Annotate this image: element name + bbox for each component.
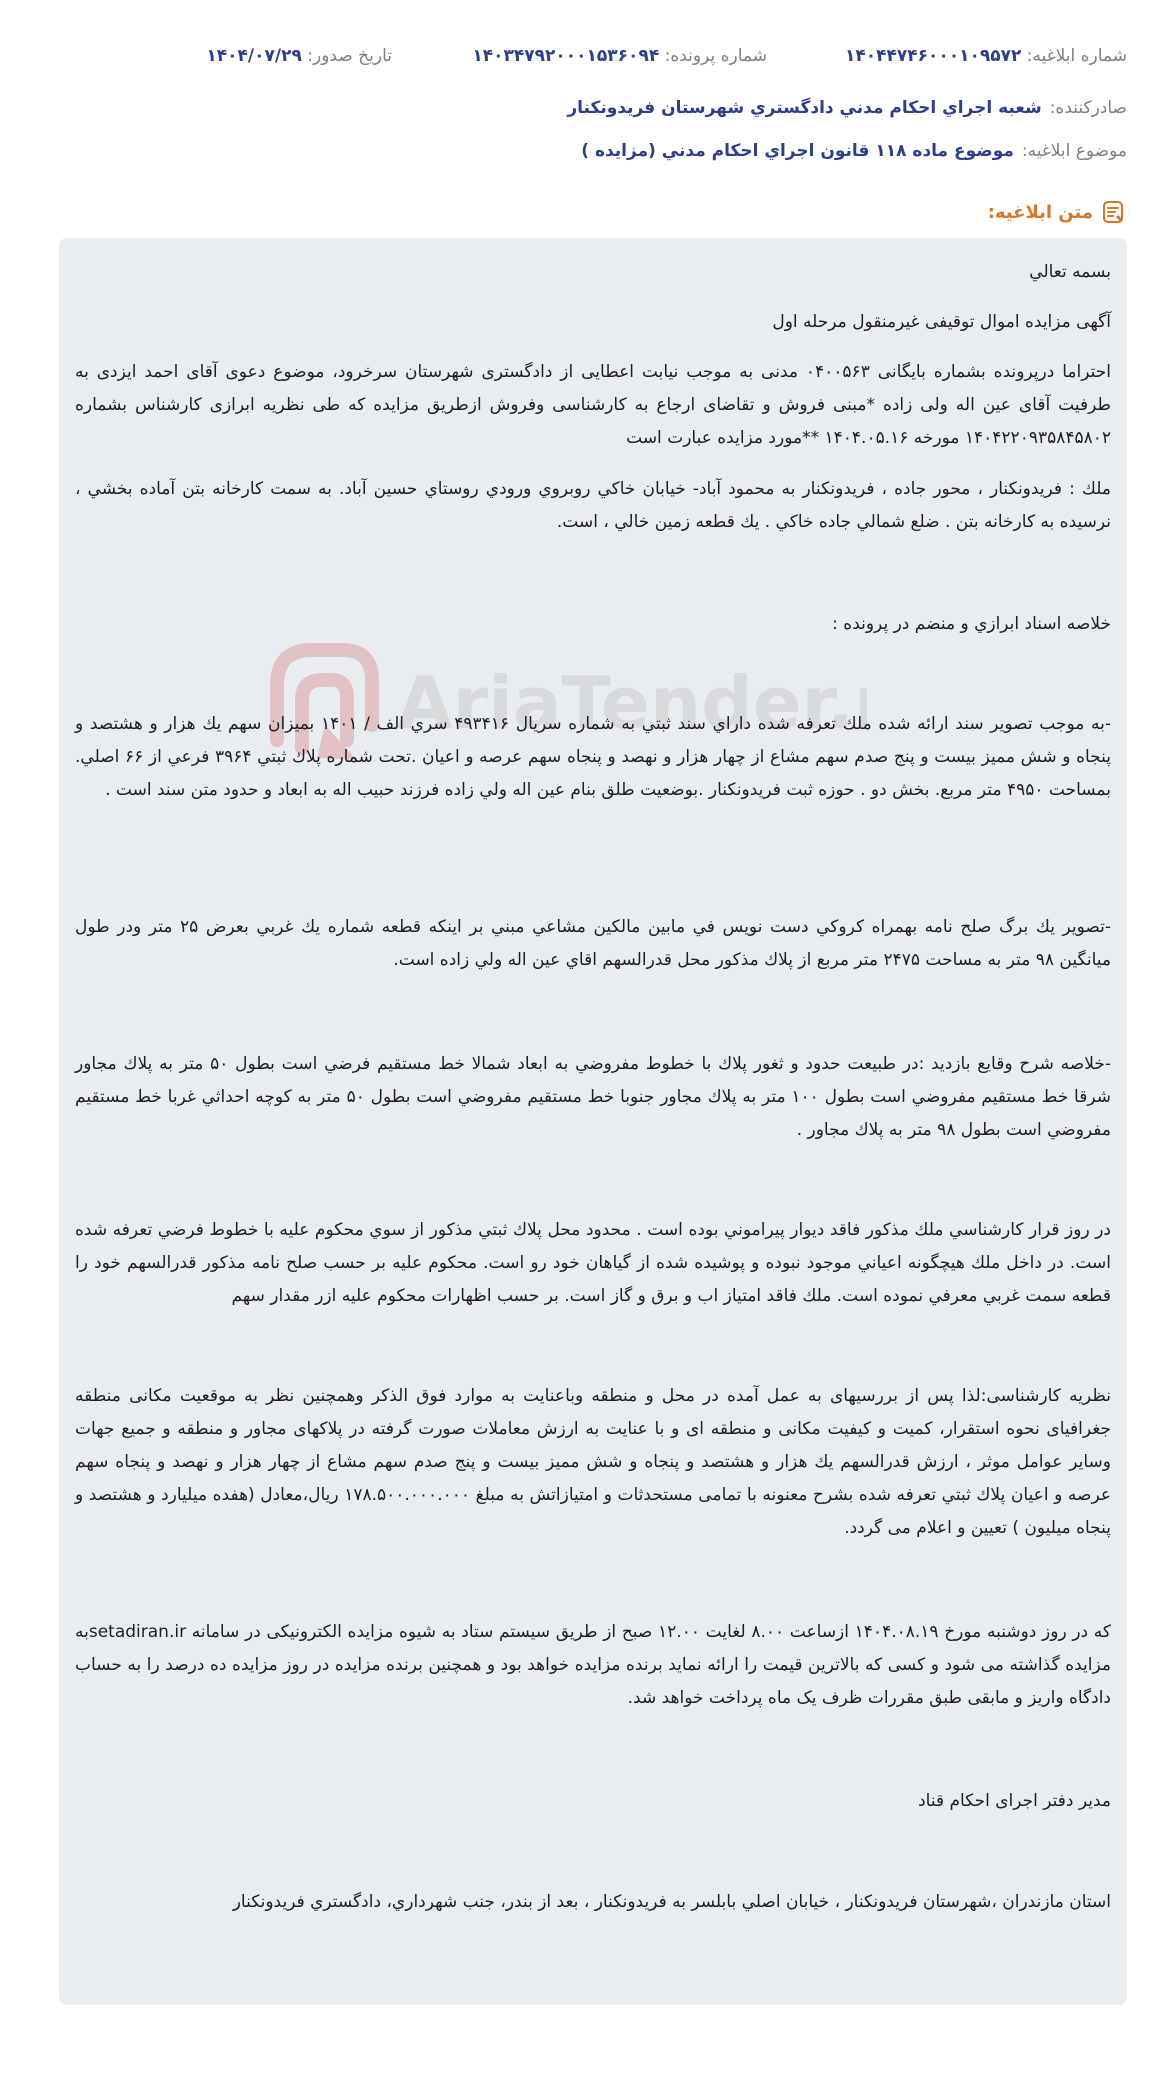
subject-value: موضوع ماده ۱۱۸ قانون اجراي احکام مدني (مزايده ) — [581, 141, 1014, 161]
notice-number-label: شماره ابلاغیه: — [1026, 46, 1127, 66]
case-number-field — [472, 46, 767, 66]
body-paragraph-bismillah: بسمه تعالي — [1029, 262, 1111, 282]
body-paragraph-signatory: مدیر دفتر اجرای احکام قناد — [918, 1791, 1111, 1811]
body-paragraph-property-location: ملك : فريدونكنار ، محور جاده ، فريدونكنار به محمود آباد- خيابان خاكي روبروي ورودي روستاي حسين آباد. به سمت كارخانه بتن آماده بخشي ، نرسيده به كارخانه بتن . ضلع شمالي جاده خاكي . يك قطعه زمين خالي ، است. — [75, 479, 1111, 532]
issue-date-label: تاریخ صدور: — [307, 46, 392, 66]
issue-date-value: ۱۴۰۴/۰۷/۲۹ — [206, 46, 302, 66]
body-paragraph-inspection-notes: در روز قرار كارشناسي ملك مذكور فاقد ديوار پيراموني بوده است . محدود محل پلاك ثبتي مذكور از سوي محكوم عليه با خطوط فرضي تعرفه شده است. در داخل ملك هيچگونه اعياني موجود نبوده و پوشيده شده از گياهان خود رو است. محكوم عليه بر حسب صلح نامه مذكور قدرالسهم خود را قطعه سمت غربي معرفي نموده است. ملك فاقد امتياز اب و برق و گاز است. بر حسب اظهارات محكوم عليه ازر مقدار سهم — [75, 1220, 1111, 1306]
document-text-icon — [1101, 199, 1127, 225]
notice-body — [59, 238, 1127, 2005]
body-paragraph-documents-heading: خلاصه اسناد ابرازي و منضم در پرونده : — [832, 614, 1111, 634]
notice-number-value: ۱۴۰۴۴۷۴۶۰۰۰۱۰۹۵۷۲ — [844, 46, 1022, 66]
subject-label: موضوع ابلاغیه: — [1021, 141, 1127, 161]
notice-text-title: متن ابلاغیه: — [987, 201, 1093, 223]
body-paragraph-auction-schedule: که در روز دوشنبه مورخ ۱۴۰۴.۰۸.۱۹ ازساعت ۸.۰۰ لغایت ۱۲.۰۰ صبح از طریق سیستم ستاد به شیوه مزایده الکترونیکی در سامانه setadiran.irبه مزایده گذاشته می شود و کسی که بالاترین قیمت را ارائه نماید برنده مزایده خواهد بود و همچنین برنده مزایده در روز مزایده ده درصد را به حساب دادگاه واریز و مابقی طبق مقررات ظرف یک ماه پرداخت خواهد شد. — [75, 1622, 1111, 1708]
body-paragraph-settlement-deed: -تصوير يك برگ صلح نامه بهمراه كروكي دست نويس في مابين مالكين مشاعي مبني بر اينكه قطعه شماره يك غربي بعرض ۲۵ متر ودر طول ميانگين ۹۸ متر به مساحت ۲۴۷۵ متر مربع از پلاك مذكور محل قدرالسهم اقاي عين اله ولي زاده است. — [75, 917, 1112, 970]
issuer-row — [47, 98, 1127, 118]
notice-number-field — [845, 46, 1127, 66]
body-paragraph-address: استان مازندران ،شهرستان فريدونكنار ، خيابان اصلي بابلسر به فريدونكنار ، بعد از بندر، جنب شهرداري، دادگستري فريدونكنار — [232, 1892, 1111, 1912]
body-paragraph-expert-opinion: نظریه کارشناسی:لذا پس از بررسیهای به عمل آمده در محل و منطقه وباعنایت به موارد فوق الذکر وهمچنین نظر به موقعیت مکانی منطقه جغرافیای نحوه استقرار، کمیت و کیفیت مکانی و منطقه ای و با عنایت به ارزش معاملات صورت گرفته در پلاکهای مجاور و منطقه و جمیع جهات وسایر عوامل موثر ، ارزش قدرالسهم يك هزار و هشتصد و پنجاه و شش مميز بيست و پنج صدم سهم مشاع از چهار هزار و نهصد و پنجاه سهم عرصه و اعيان پلاك ثبتي تعرفه شده بشرح معنونه با تمامی مستحدثات و امتیازاتش به مبلغ ۱۷۸.۵۰۰.۰۰۰.۰۰۰ ریال،معادل (هفده میلیارد و هشتصد و پنجاه میلیون ) تعیین و اعلام می گردد. — [75, 1386, 1111, 1538]
subject-row — [47, 141, 1127, 161]
issuer-label: صادرکننده: — [1049, 98, 1127, 118]
issue-date-field — [206, 46, 392, 66]
case-number-value: ۱۴۰۳۴۷۹۲۰۰۰۱۵۳۶۰۹۴ — [472, 46, 660, 66]
issuer-value: شعبه اجراي احکام مدني دادگستري شهرستان فريدونکنار — [567, 98, 1042, 118]
case-number-label: شماره پرونده: — [664, 46, 767, 66]
body-paragraph-case-intro: احتراما درپرونده بشماره بایگانی ۰۴۰۰۵۶۳ مدنی به موجب نیابت اعطایی از دادگستری شهرستان سرخرود، موضوع دعوی آقای احمد ایزدی به طرفیت آقای عین اله ولی زاده *مبنی فروش و تقاضای ارجاع به کارشناسی وفروش ازطریق مزایده که طی نظریه ابرازی کارشناس بشماره ۱۴۰۴۲۲۰۹۳۵۸۴۵۸۰۲ مورخه ۱۴۰۴.۰۵.۱۶ **مورد مزایده عبارت است — [75, 362, 1111, 448]
body-paragraph-inspection-summary: -خلاصه شرح وقايع بازديد :در طبيعت حدود و ثغور پلاك با خطوط مفروضي به ابعاد شمالا خط مستقيم فرضي است بطول ۵۰ متر به پلاك مجاور شرقا خط مستقيم مفروضي است بطول ۱۰۰ متر به پلاك مجاور جنوبا خط مستقيم مفروضي است بطول ۵۰ متر به كوچه احداثي غربا خط مستقيم مفروضي است بطول ۹۸ متر به پلاك مجاور . — [75, 1054, 1111, 1140]
body-paragraph-deed-details: -به موجب تصوير سند ارائه شده ملك تعرفه شده داراي سند ثبتي به شماره سريال ۴۹۳۴۱۶ سري الف / ۱۴۰۱ بميزان سهم يك هزار و هشتصد و پنجاه و شش مميز بيست و پنج صدم سهم مشاع از چهار هزار و نهصد و پنجاه سهم عرصه و اعيان .تحت شماره پلاك ثبتي ۳۹۶۴ فرعي از ۶۶ اصلي. بمساحت ۴۹۵۰ متر مربع. بخش دو . حوزه ثبت فريدونكنار .بوضعيت طلق بنام عين اله ولي زاده فرزند حبيب اله به ابعاد و حدود متن سند است . — [75, 714, 1112, 800]
body-paragraph-auction-title: آگهی مزایده اموال توقیفی غیرمنقول مرحله اول — [772, 312, 1111, 332]
notice-text-heading — [988, 199, 1127, 225]
watermark-text: AriaTender. — [397, 661, 855, 745]
